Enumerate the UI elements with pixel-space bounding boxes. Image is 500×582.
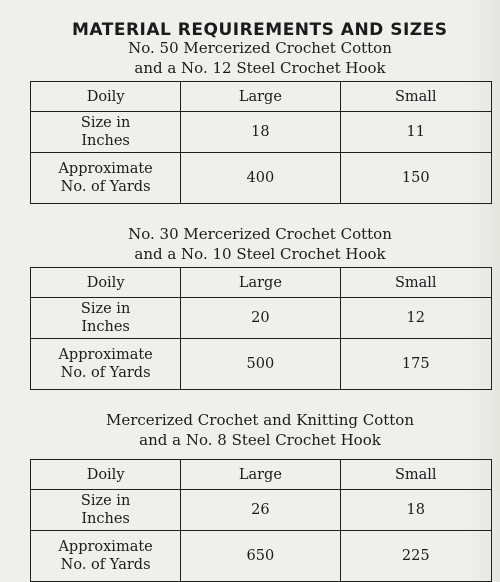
table-row-yards [31, 339, 492, 390]
label-line: Size in [80, 115, 131, 131]
requirements-table-1 [30, 81, 492, 204]
caption-line: No. 30 Mercerized Crochet Cotton [128, 225, 392, 243]
caption-line: Mercerized Crochet and Knitting Cotton [106, 411, 414, 429]
header-cell-doily: Doily [31, 82, 181, 112]
cell-yards-small: 175 [340, 339, 491, 390]
row-label-yards [31, 153, 181, 204]
label-line: Inches [81, 511, 130, 527]
label-line: Size in [80, 493, 131, 509]
section-1-caption [40, 38, 480, 78]
cell-size-large: 20 [181, 298, 340, 339]
cell-size-large: 18 [181, 112, 340, 153]
table-header-row [31, 268, 492, 298]
header-cell-large: Large [181, 82, 340, 112]
cell-yards-large: 500 [181, 339, 340, 390]
header-cell-doily: Doily [31, 460, 181, 490]
page-title: MATERIAL REQUIREMENTS AND SIZES [72, 20, 448, 40]
caption-line: and a No. 12 Steel Crochet Hook [134, 59, 386, 77]
caption-line: and a No. 10 Steel Crochet Hook [134, 245, 386, 263]
cell-yards-large: 400 [181, 153, 340, 204]
requirements-table-2 [30, 267, 492, 390]
cell-size-small: 11 [340, 112, 491, 153]
cell-size-small: 12 [340, 298, 491, 339]
table-row-yards [31, 531, 492, 582]
table-header-row [31, 460, 492, 490]
label-line: No. of Yards [60, 179, 151, 195]
label-line: Approximate [58, 347, 153, 363]
cell-yards-large: 650 [181, 531, 340, 582]
section-2-caption [40, 224, 480, 264]
label-line: Approximate [58, 539, 153, 555]
label-line: Size in [80, 301, 131, 317]
header-cell-small: Small [340, 460, 491, 490]
cell-size-small: 18 [340, 490, 491, 531]
row-label-yards [31, 531, 181, 582]
row-label-yards [31, 339, 181, 390]
table-row-size [31, 112, 492, 153]
row-label-size [31, 490, 181, 531]
table-row-yards [31, 153, 492, 204]
label-line: Inches [81, 319, 130, 335]
header-cell-large: Large [181, 268, 340, 298]
cell-size-large: 26 [181, 490, 340, 531]
label-line: No. of Yards [60, 557, 151, 573]
cell-yards-small: 225 [340, 531, 491, 582]
header-cell-small: Small [340, 82, 491, 112]
caption-line: and a No. 8 Steel Crochet Hook [139, 431, 381, 449]
header-cell-large: Large [181, 460, 340, 490]
requirements-table-3 [30, 459, 492, 582]
table-row-size [31, 298, 492, 339]
caption-line: No. 50 Mercerized Crochet Cotton [128, 39, 392, 57]
header-cell-doily: Doily [31, 268, 181, 298]
row-label-size [31, 112, 181, 153]
label-line: Approximate [58, 161, 153, 177]
label-line: No. of Yards [60, 365, 151, 381]
row-label-size [31, 298, 181, 339]
cell-yards-small: 150 [340, 153, 491, 204]
section-3-caption [40, 410, 480, 450]
header-cell-small: Small [340, 268, 491, 298]
table-header-row [31, 82, 492, 112]
label-line: Inches [81, 133, 130, 149]
table-row-size [31, 490, 492, 531]
